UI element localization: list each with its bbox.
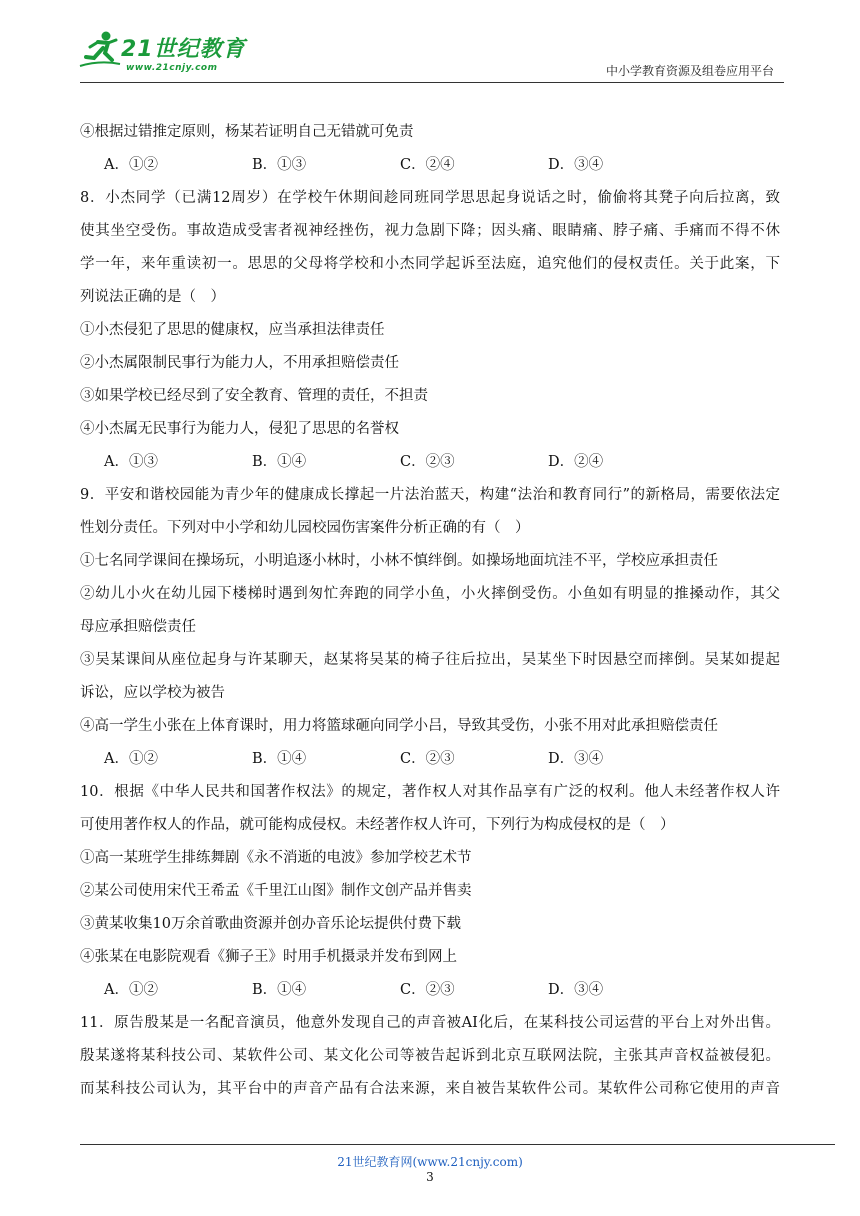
text-line: 可使用著作权人的作品，就可能构成侵权。未经著作权人许可，下列行为构成侵权的是（ ） [80, 817, 675, 833]
logo-url: www.21cnjy.com [126, 63, 218, 73]
text-line: 9．平安和谐校园能为青少年的健康成长撑起一片法治蓝天，构建“法治和教育同行”的新格局，需要依法定 [80, 487, 780, 503]
text-line: ④高一学生小张在上体育课时，用力将篮球砸向同学小吕，导致其受伤，小张不用对此承担赔偿责任 [80, 718, 718, 734]
answer-options [80, 974, 780, 1007]
page-number: 3 [426, 1170, 434, 1184]
answer-option: D．③④ [548, 982, 604, 998]
text-line: ④小杰属无民事行为能力人，侵犯了思思的名誉权 [80, 421, 399, 437]
logo-text: 21世纪教育 [121, 37, 246, 62]
text-line: 而某科技公司认为，其平台中的声音产品有合法来源，来自被告某软件公司。某软件公司称它使用的声音 [80, 1081, 780, 1097]
answer-option: D．③④ [548, 157, 604, 173]
text-line: 使其坐空受伤。事故造成受害者视神经挫伤，视力急剧下降；因头痛、眼睛痛、脖子痛、手痛而不得不休 [80, 223, 780, 239]
answer-options [80, 149, 780, 182]
answer-option: D．③④ [548, 751, 604, 767]
text-line: 母应承担赔偿责任 [80, 619, 196, 635]
footer-divider [80, 1144, 835, 1145]
answer-options [80, 446, 780, 479]
answer-option: A．①② [104, 751, 158, 767]
text-line: 列说法正确的是（ ） [80, 289, 225, 305]
answer-option: D．②④ [548, 454, 604, 470]
running-figure-icon [78, 30, 122, 70]
answer-option: C．②④ [400, 157, 455, 173]
answer-option: C．②③ [400, 982, 455, 998]
answer-option: A．①② [104, 982, 158, 998]
document-body [80, 116, 780, 1106]
footer-site-link[interactable]: 21世纪教育网(www.21cnjy.com) [337, 1155, 523, 1169]
answer-option: C．②③ [400, 751, 455, 767]
text-line: 11．原告殷某是一名配音演员，他意外发现自己的声音被AI化后，在某科技公司运营的平台上对外出售。 [80, 1015, 780, 1031]
text-line: 诉讼，应以学校为被告 [80, 685, 225, 701]
text-line: ④根据过错推定原则，杨某若证明自己无错就可免责 [80, 124, 414, 140]
text-line: ③如果学校已经尽到了安全教育、管理的责任，不担责 [80, 388, 428, 404]
answer-option: C．②③ [400, 454, 455, 470]
text-line: 性划分责任。下列对中小学和幼儿园校园伤害案件分析正确的有（ ） [80, 520, 530, 536]
answer-option: A．①③ [104, 454, 158, 470]
text-line: ①小杰侵犯了思思的健康权，应当承担法律责任 [80, 322, 385, 338]
text-line: 殷某遂将某科技公司、某软件公司、某文化公司等被告起诉到北京互联网法院，主张其声音权益被侵犯。 [80, 1048, 780, 1064]
text-line: ②小杰属限制民事行为能力人，不用承担赔偿责任 [80, 355, 399, 371]
answer-option: B．①④ [252, 982, 307, 998]
answer-option: A．①② [104, 157, 158, 173]
answer-option: B．①③ [252, 157, 307, 173]
header-tagline: 中小学教育资源及组卷应用平台 [605, 64, 774, 78]
answer-option: B．①④ [252, 751, 307, 767]
header-divider [80, 82, 784, 83]
text-line: 10．根据《中华人民共和国著作权法》的规定，著作权人对其作品享有广泛的权利。他人未经著作权人许 [80, 784, 780, 800]
text-line: ①七名同学课间在操场玩，小明追逐小林时，小林不慎绊倒。如操场地面坑洼不平，学校应承担责任 [80, 553, 718, 569]
text-line: ①高一某班学生排练舞剧《永不消逝的电波》参加学校艺术节 [80, 850, 472, 866]
site-logo[interactable] [78, 30, 258, 80]
text-line: ③黄某收集10万余首歌曲资源并创办音乐论坛提供付费下载 [80, 916, 461, 932]
text-line: 学一年，来年重读初一。思思的父母将学校和小杰同学起诉至法庭，追究他们的侵权责任。关于此案，下 [80, 256, 780, 272]
text-line: ②幼儿小火在幼儿园下楼梯时遇到匆忙奔跑的同学小鱼，小火摔倒受伤。小鱼如有明显的推搡动作，其父 [80, 586, 780, 602]
text-line: ③吴某课间从座位起身与许某聊天，赵某将吴某的椅子往后拉出，吴某坐下时因悬空而摔倒。吴某如提起 [80, 652, 780, 668]
text-line: ④张某在电影院观看《狮子王》时用手机摄录并发布到网上 [80, 949, 457, 965]
page-header [0, 0, 860, 90]
text-line: ②某公司使用宋代王希孟《千里江山图》制作文创产品并售卖 [80, 883, 472, 899]
answer-options [80, 743, 780, 776]
answer-option: B．①④ [252, 454, 307, 470]
text-line: 8．小杰同学（已满12周岁）在学校午休期间趁同班同学思思起身说话之时，偷偷将其凳子向后拉离，致 [80, 190, 780, 206]
